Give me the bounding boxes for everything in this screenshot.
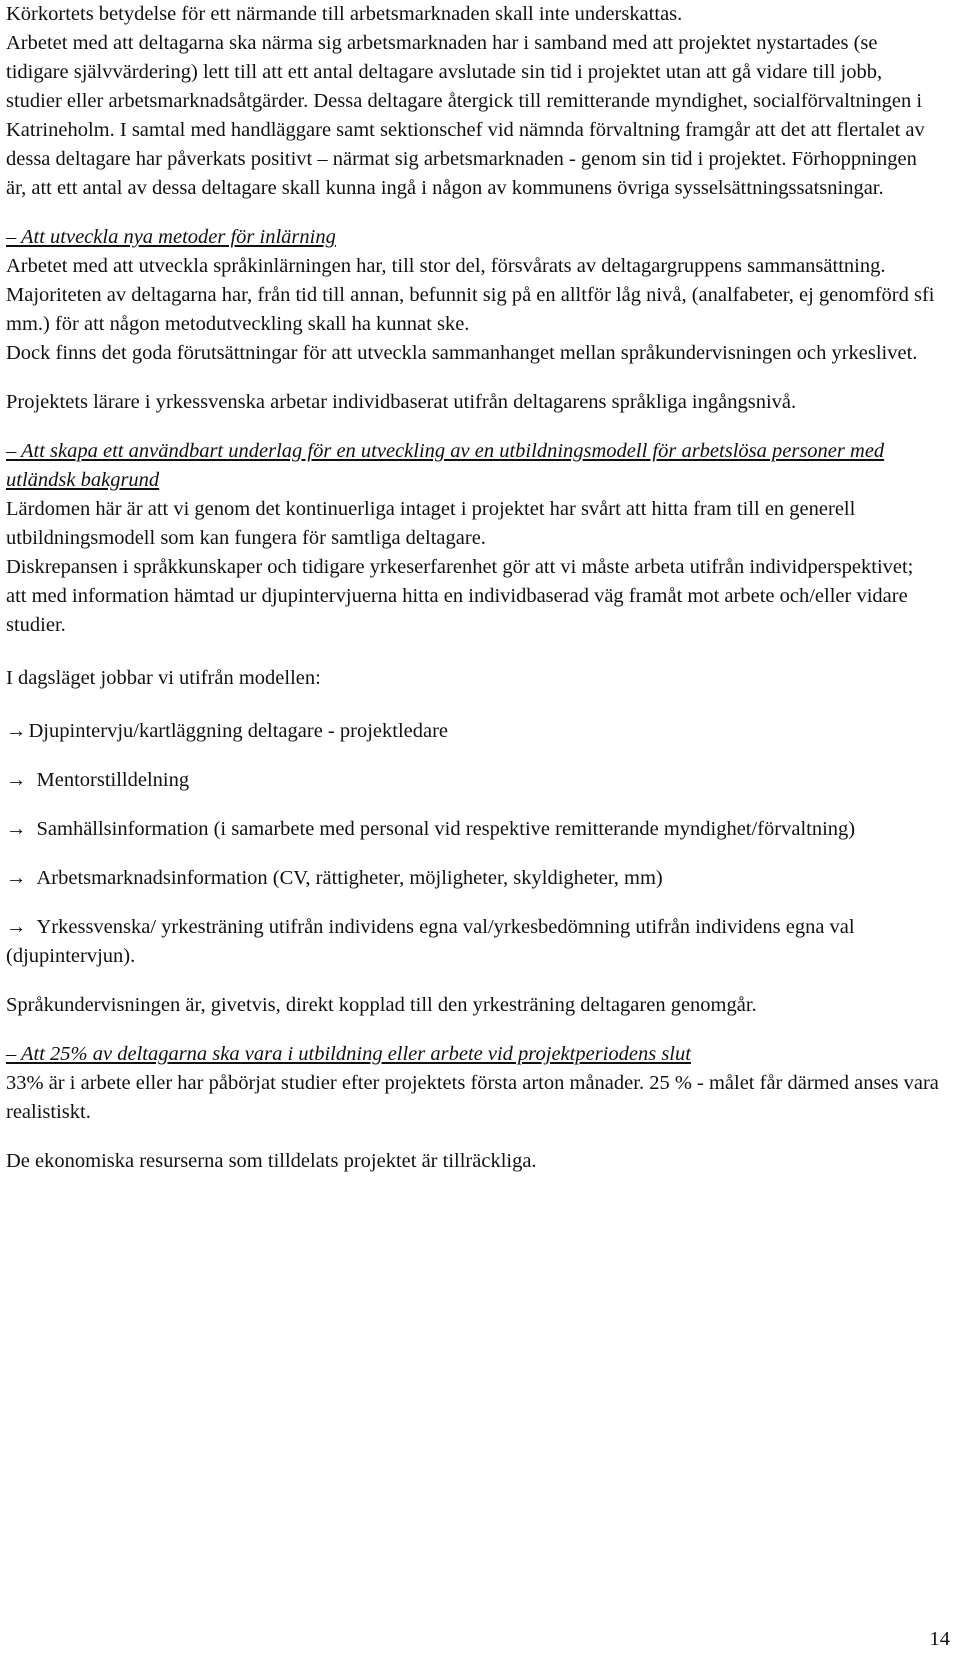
paragraph-good-conditions: Dock finns det goda förutsättningar för att utveckla sammanhanget mellan språkundervisningen och yrkeslivet.: [6, 342, 918, 364]
paragraph-discrepancy: Diskrepansen i språkkunskaper och tidigare yrkeserfarenhet gör att vi måste arbeta utifrån individperspektivet;: [6, 556, 914, 578]
paragraph-information: att med information hämtad ur djupintervjuerna hitta en individbaserad väg framåt mot arbete och/eller vidare studier.: [6, 585, 908, 636]
paragraph-language-instruction: Språkundervisningen är, givetvis, direkt kopplad till den yrkesträning deltagaren genomgår.: [6, 994, 757, 1016]
arrow-icon: →: [6, 769, 27, 791]
model-item-interview: [6, 717, 941, 746]
heading-education-model: – Att skapa ett användbart underlag för en utveckling av en utbildningsmodell för arbetslösa personer med utländsk bakgrund: [6, 440, 885, 491]
paragraph-language-learning: Arbetet med att utveckla språkinlärningen har, till stor del, försvårats av deltagargruppens sammansättning. Majoriteten av deltagarna har, från tid till annan, befunnit sig på en alltför låg nivå, (analfabeter, ej genomförd sfi mm.) för att någon metodutveckling skall ha kunnat ske.: [6, 255, 935, 335]
model-item-label: Arbetsmarknadsinformation (CV, rättigheter, möjligheter, skyldigheter, mm): [36, 867, 663, 889]
model-item-vocational: [6, 913, 941, 971]
arrow-icon: →: [6, 916, 27, 938]
heading-new-methods: – Att utveckla nya metoder för inlärning: [6, 226, 336, 248]
arrow-icon: →: [6, 720, 27, 742]
model-item-label: Djupintervju/kartläggning deltagare - projektledare: [28, 720, 449, 742]
paragraph-labor-market: Arbetet med att deltagarna ska närma sig arbetsmarknaden har i samband med att projektet nystartades (se tidigare självvärdering) lett till att ett antal deltagare avslutade sin tid i projektet utan att gå vidare till jobb, studier eller arbetsmarknadsåtgärder. Dessa deltagare återgick till remitterande myndighet, socialförvaltningen i Katrineholm. I samtal med handläggare samt sektionschef vid nämnda förvaltning framgår att det att flertalet av dessa deltagare har påverkats positivt – närmat sig arbetsmarknaden - genom sin tid i projektet. Förhoppningen är, att ett antal av dessa deltagare skall kunna ingå i någon av kommunens övriga sysselsättningssatsningar.: [6, 32, 925, 199]
model-item-labor-info: [6, 864, 941, 893]
document-page: [6, 0, 941, 1176]
page-number: 14: [929, 1628, 950, 1650]
model-item-society: [6, 815, 941, 844]
paragraph-33-percent: 33% är i arbete eller har påbörjat studier efter projektets första arton månader. 25 % - målet får därmed anses vara realistiskt.: [6, 1072, 939, 1123]
model-item-label: Samhällsinformation (i samarbete med personal vid respektive remitterande myndighet/förvaltning): [36, 818, 856, 840]
paragraph-driving-license: Körkortets betydelse för ett närmande till arbetsmarknaden skall inte underskattas.: [6, 3, 683, 25]
paragraph-model-intro: I dagsläget jobbar vi utifrån modellen:: [6, 667, 321, 689]
heading-25-percent: – Att 25% av deltagarna ska vara i utbildning eller arbete vid projektperiodens slut: [6, 1043, 691, 1065]
model-item-label: Yrkessvenska/ yrkesträning utifrån individens egna val/yrkesbedömning utifrån individens egna val (djupintervjun).: [6, 916, 855, 967]
paragraph-teachers: Projektets lärare i yrkessvenska arbetar individbaserat utifrån deltagarens språkliga ingångsnivå.: [6, 391, 797, 413]
arrow-icon: →: [6, 867, 27, 889]
model-item-mentor: [6, 766, 941, 795]
model-item-label: Mentorstilldelning: [36, 769, 190, 791]
arrow-icon: →: [6, 818, 27, 840]
paragraph-lesson: Lärdomen här är att vi genom det kontinuerliga intaget i projektet har svårt att hitta fram till en generell utbildningsmodell som kan fungera för samtliga deltagare.: [6, 498, 856, 549]
paragraph-resources: De ekonomiska resurserna som tilldelats projektet är tillräckliga.: [6, 1150, 537, 1172]
